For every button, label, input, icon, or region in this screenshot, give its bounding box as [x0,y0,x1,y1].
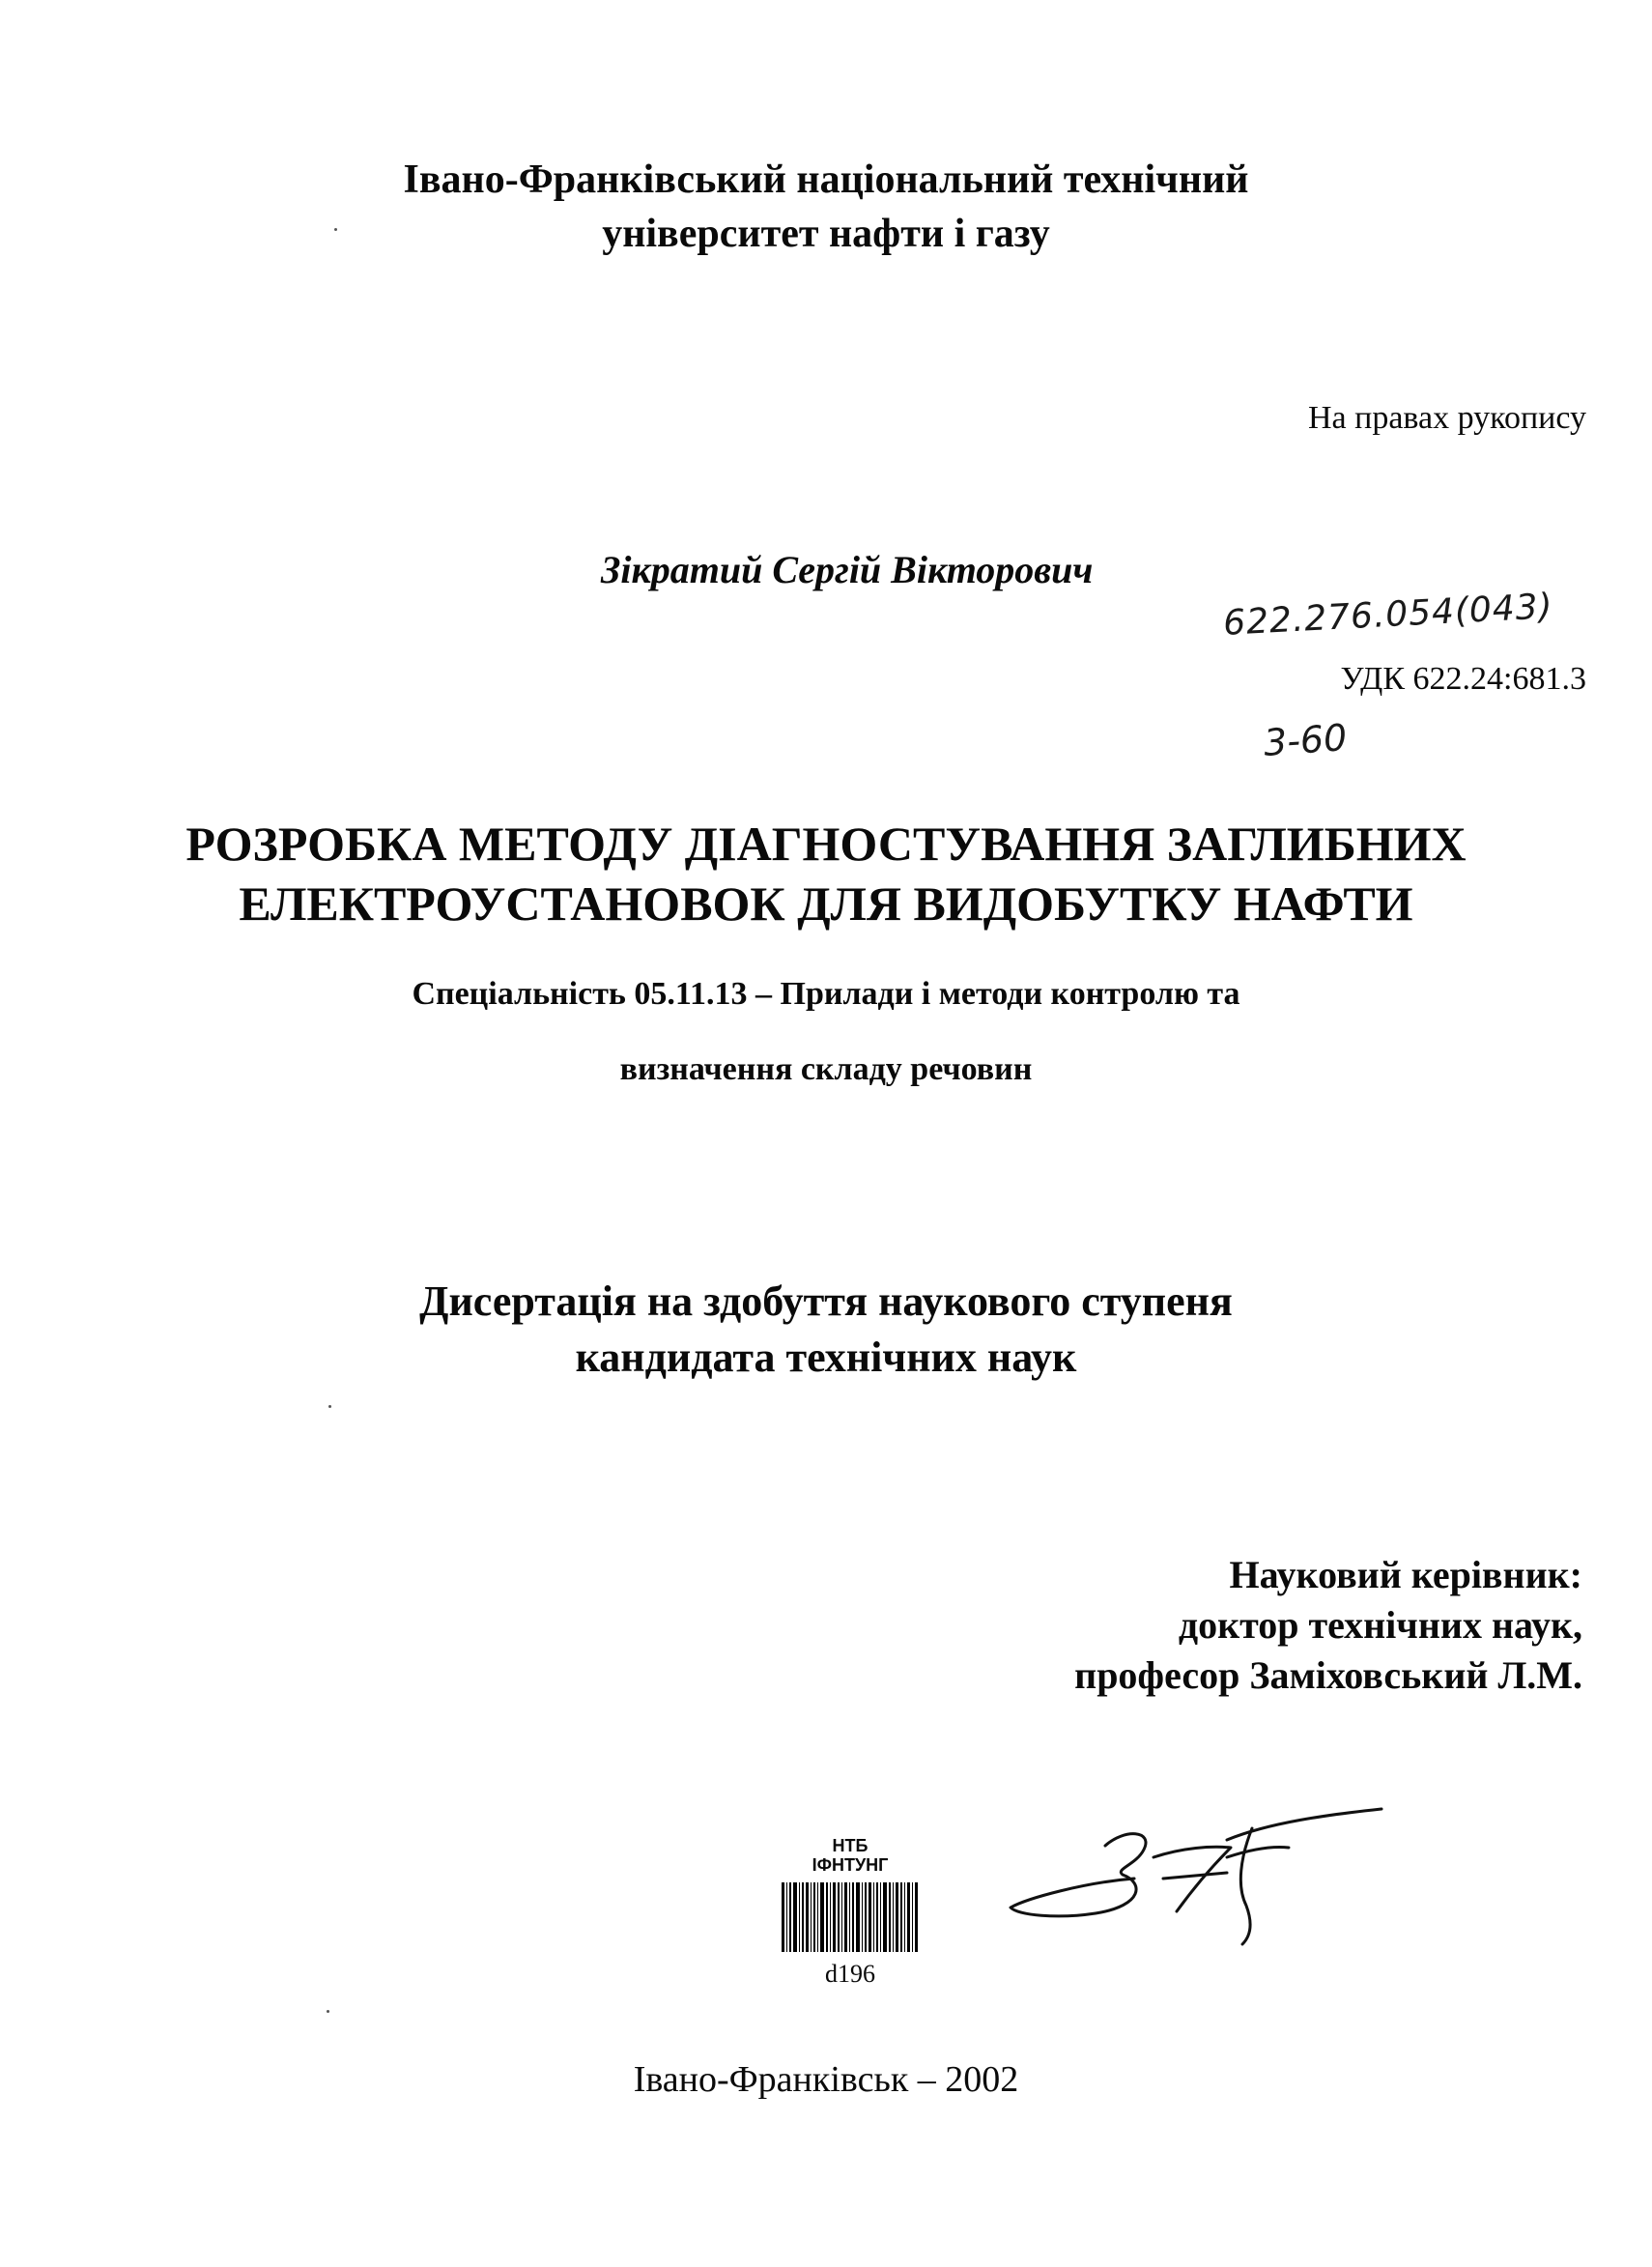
advisor-label: Науковий керівник: [1229,1553,1582,1596]
stamp-code: d196 [825,1960,875,1988]
barcode-icon [778,1879,923,1956]
specialty-line-2: визначення складу речовин [619,1051,1033,1087]
advisor-degree: доктор технічних наук, [1178,1603,1582,1647]
author-name: Зікратий Сергій Вікторович [601,548,1094,591]
dissertation-title [0,814,1652,933]
stamp-line-2: ІФНТУНГ [812,1855,889,1875]
degree-statement [0,1274,1652,1386]
place-and-year: Івано-Франківськ – 2002 [633,2059,1019,2100]
signature-icon [999,1790,1385,1954]
scan-speck [327,2010,329,2013]
university-line-2: університет нафти і газу [602,212,1050,256]
title-line-1: РОЗРОБКА МЕТОДУ ДІАГНОСТУВАННЯ ЗАГЛИБНИХ [185,817,1467,871]
handwritten-index: 3-60 [1262,716,1349,764]
library-stamp [773,1836,927,1989]
handwritten-classification-code: 622.276.054(043) [1222,587,1554,644]
degree-line-2: кандидата технічних наук [575,1334,1077,1381]
scientific-advisor [713,1550,1582,1701]
rights-note: На правах рукопису [1307,400,1586,436]
scan-speck [334,228,337,231]
udk-code: УДК 622.24:681.3 [1340,661,1586,697]
title-line-2: ЕЛЕКТРОУСТАНОВОК ДЛЯ ВИДОБУТКУ НАФТИ [239,876,1413,931]
degree-line-1: Дисертація на здобуття наукового ступеня [419,1277,1233,1325]
scan-speck [328,1405,331,1408]
university-name [0,153,1652,261]
specialty-line-1: Спеціальність 05.11.13 – Прилади і методи контролю та [412,976,1240,1012]
advisor-name: професор Заміховський Л.М. [1074,1653,1582,1697]
stamp-line-1: НТБ [832,1836,869,1855]
university-line-1: Івано-Франківський національний технічний [403,158,1249,202]
